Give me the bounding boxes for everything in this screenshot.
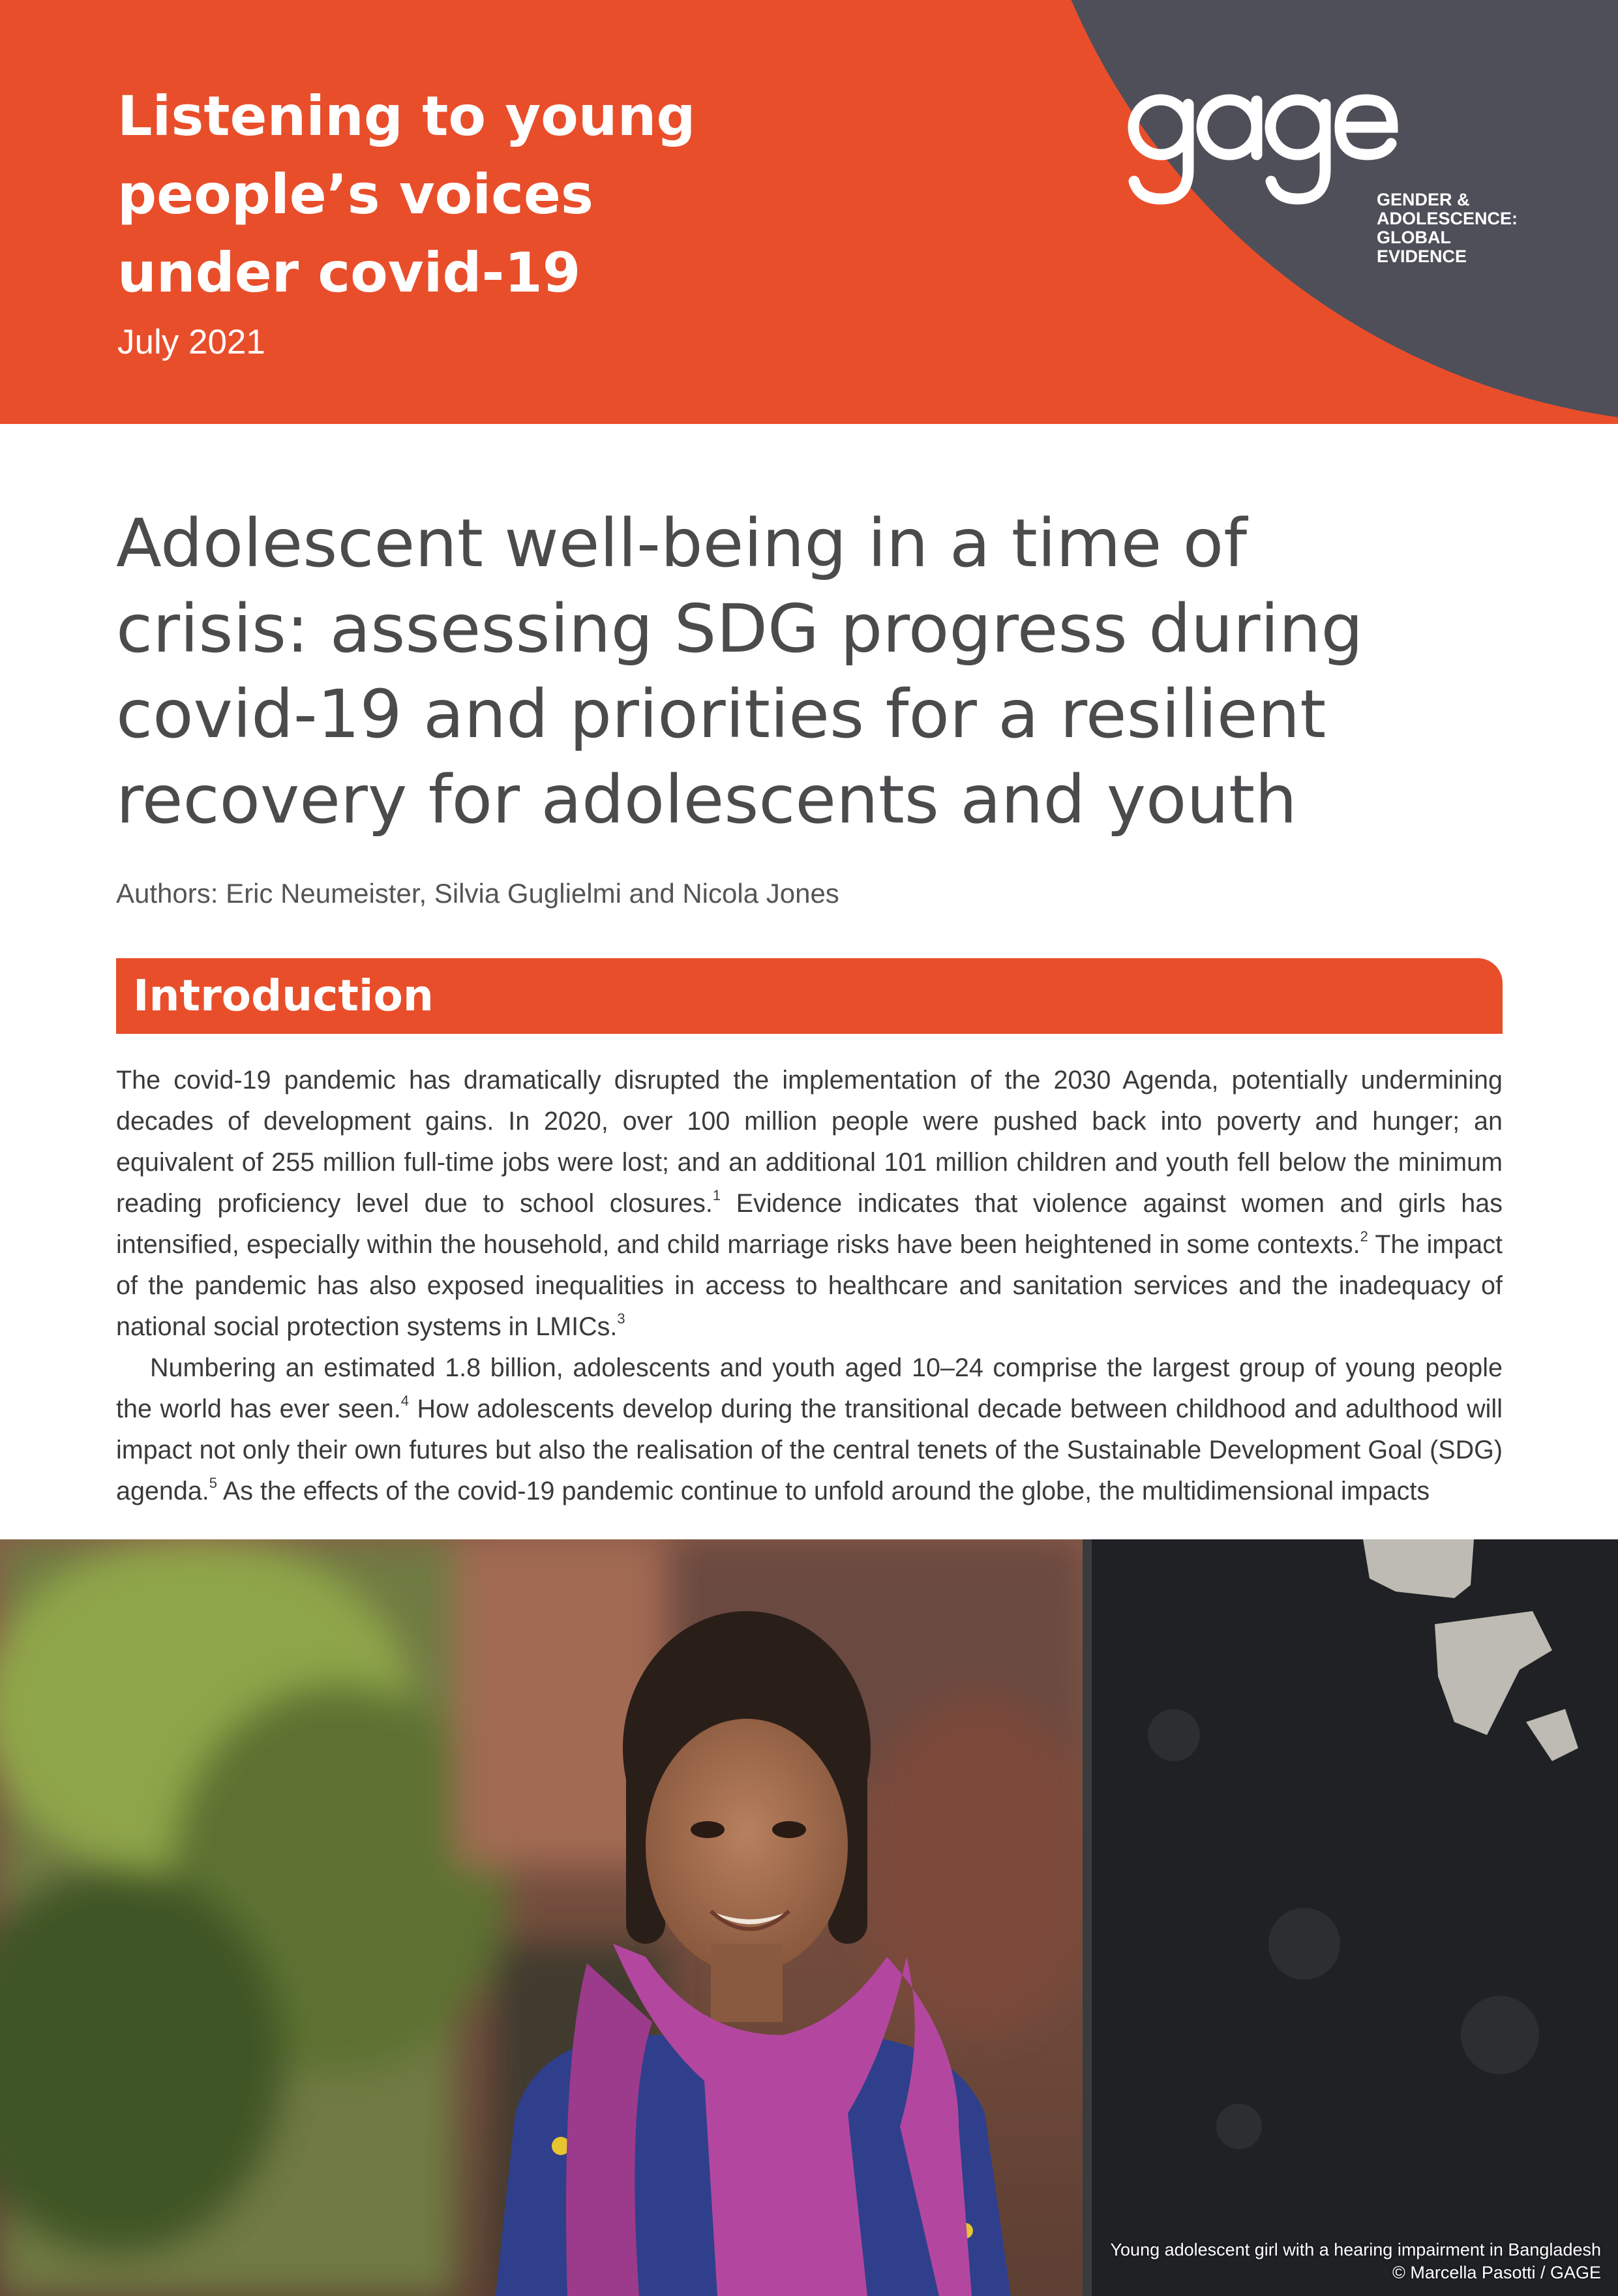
header-banner [0,0,1618,424]
footnote-ref: 2 [1360,1228,1368,1245]
footnote-ref: 5 [209,1475,218,1491]
logo-tagline-line: EVIDENCE [1377,247,1467,266]
footnote-ref: 1 [712,1187,721,1203]
paragraph-text: The impact of the pandemic has also exposed inequalities in access to healthcare and sanitation services and the inadequacy of national social protection systems in LMICs. [116,1230,1503,1341]
report-title-line: crisis: assessing SDG progress during [116,590,1364,668]
footnote-ref: 3 [617,1310,625,1327]
publication-date: July 2021 [117,323,265,361]
paragraph-text: Evidence indicates that violence against women and girls has intensified, especially within the household, and child marriage risks have been heightened in some contexts. [116,1189,1503,1259]
logo-tagline-line: GLOBAL [1377,228,1451,247]
paragraph-text: How adolescents develop during the transitional decade between childhood and adulthood will impact not only their own futures but also the realisation of the central tenets of the Sustainable Development Goal (SDG) agenda. [116,1395,1503,1505]
series-title-line: under covid-19 [117,241,581,305]
gage-logo [1125,78,1518,274]
photo-caption [1111,2239,1601,2284]
section-heading-bar [116,958,1503,1034]
authors-line: Authors: Eric Neumeister, Silvia Guglielmi and Nicola Jones [116,878,839,909]
report-title-line: Adolescent well-being in a time of [116,505,1248,582]
report-title [116,501,1512,843]
body-paragraph [116,1348,1503,1512]
photo-credit: © Marcella Pasotti / GAGE [1392,2263,1601,2282]
photo-caption-text: Young adolescent girl with a hearing impairment in Bangladesh [1110,2240,1601,2259]
report-title-line: recovery for adolescents and youth [116,761,1297,839]
section-heading: Introduction [133,971,434,1021]
footnote-ref: 4 [400,1393,409,1409]
paragraph-text: The covid-19 pandemic has dramatically disrupted the implementation of the 2030 Agenda, potentially undermining decades of development gains. In 2020, over 100 million people were pushed back into poverty and hunger; an equivalent of 255 million full-time jobs were lost; and an additional 101 million children and youth fell below the minimum reading proficiency level due to school closures. [116,1066,1503,1218]
logo-tagline-line: GENDER & [1377,190,1470,209]
series-title-line: Listening to young [117,84,696,148]
gage-wordmark-logo [1125,78,1490,209]
cover-photo [0,1539,1618,2296]
body-paragraph [116,1060,1503,1348]
photo-illustration [0,1539,1618,2296]
logo-tagline [1377,190,1518,266]
paragraph-text: Numbering an estimated 1.8 billion, adolescents and youth aged 10–24 comprise the largest group of young people the world has ever seen. [116,1353,1503,1423]
series-title-line: people’s voices [117,162,593,226]
paragraph-text: As the effects of the covid-19 pandemic continue to unfold around the globe, the multidimensional impacts [217,1477,1430,1505]
introduction-body [116,1060,1503,1512]
series-title [117,77,867,312]
report-title-line: covid-19 and priorities for a resilient [116,676,1326,753]
logo-tagline-line: ADOLESCENCE: [1377,209,1518,228]
